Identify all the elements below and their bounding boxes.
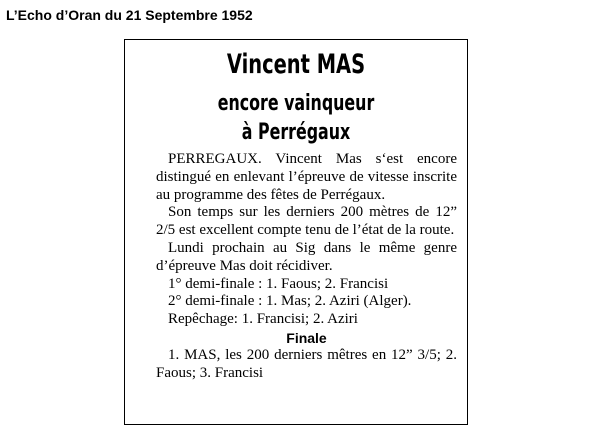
newspaper-clipping xyxy=(124,39,468,425)
finale-heading: Finale xyxy=(286,329,327,346)
article-paragraph: PERREGAUX. Vincent Mas s‘est encore distingué en enlevant l’épreuve de vitesse inscrite au programme des fêtes de Perrégaux. xyxy=(156,151,457,203)
result-line: 1° demi-finale : 1. Faous; 2. Francisi xyxy=(168,275,389,292)
finale-result: 1. MAS, les 200 derniers mêtres en 12” 3/5; 2. Faous; 3. Francisi xyxy=(156,346,457,381)
article-paragraph: Lundi prochain au Sig dans le même genre d’épreuve Mas doit récidiver. xyxy=(156,239,457,274)
result-line: 2° demi-finale : 1. Mas; 2. Aziri (Alger). xyxy=(168,293,412,310)
headline-subtitle-1: encore vainqueur xyxy=(217,91,375,116)
article-body xyxy=(156,151,457,383)
article-paragraph: Son temps sur les derniers 200 mètres de 12” 2/5 est excellent compte tenu de l’état de la route. xyxy=(156,204,457,239)
headline-subtitle-2: à Perrégaux xyxy=(241,120,351,145)
headline-title: Vincent MAS xyxy=(226,49,366,80)
result-line: Repêchage: 1. Francisi; 2. Aziri xyxy=(168,311,358,328)
source-caption: L’Echo d’Oran du 21 Septembre 1952 xyxy=(6,7,253,23)
